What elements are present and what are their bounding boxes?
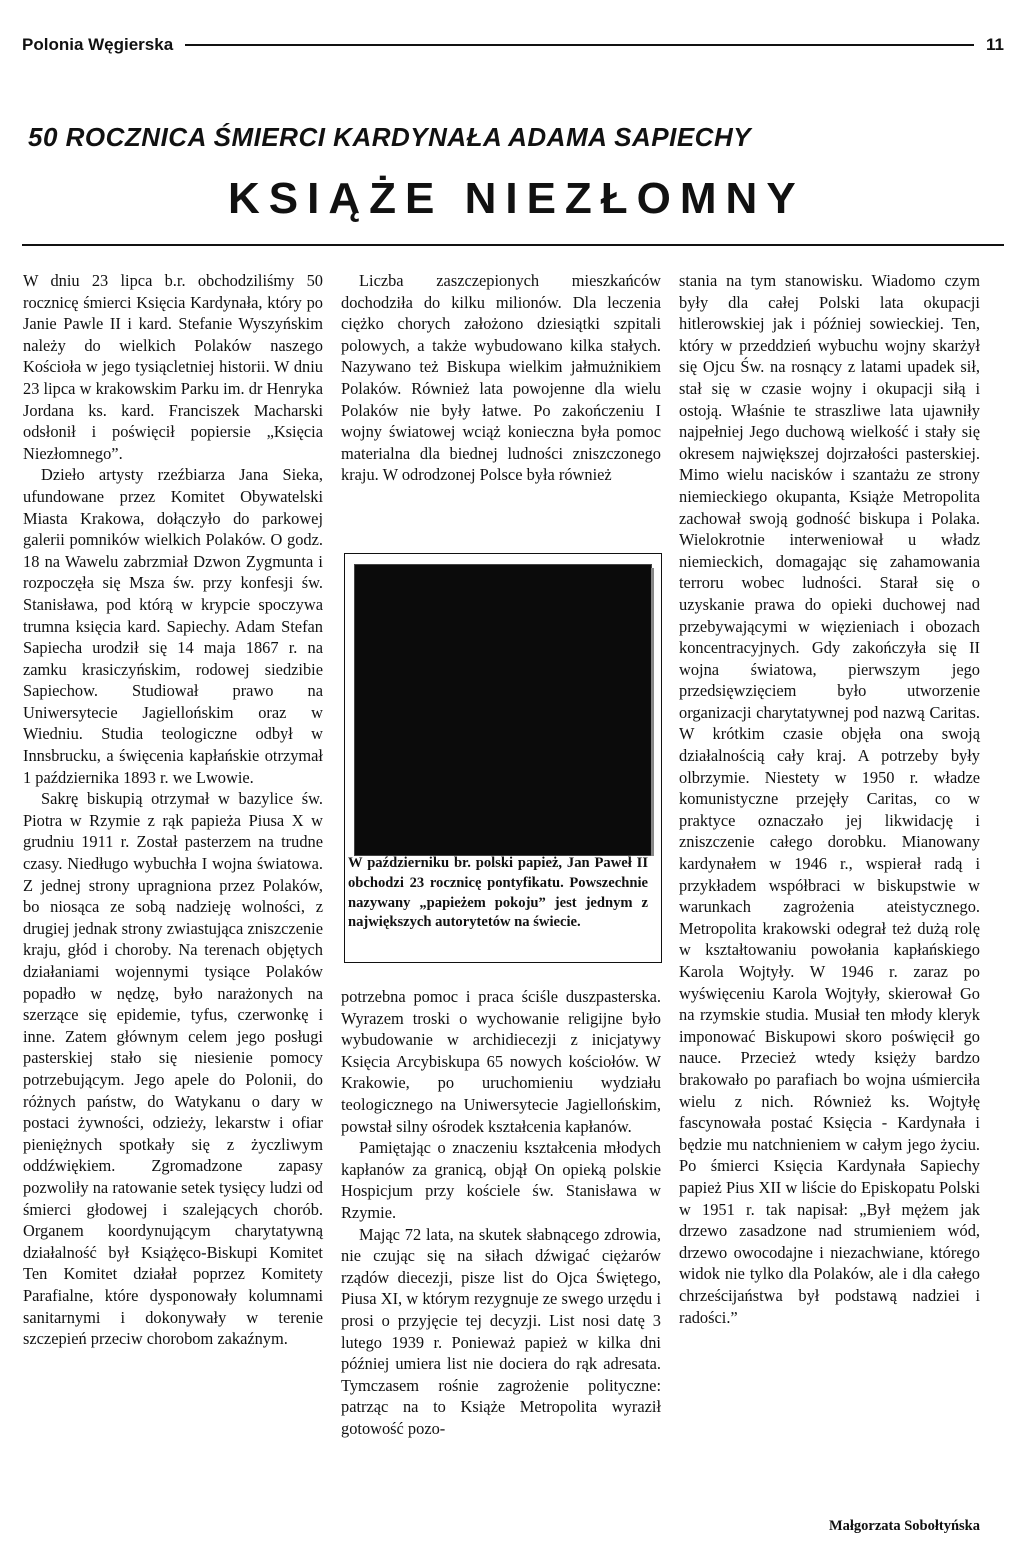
- header-rule: [185, 44, 974, 46]
- photo-shadow: [651, 568, 654, 856]
- column-2-top: [341, 270, 661, 486]
- title-rule: [22, 244, 1004, 246]
- column-2-bottom: [341, 986, 661, 1439]
- photo-caption: W październiku br. polski papież, Jan Paweł II obchodzi 23 rocznicę pontyfikatu. Powszechnie nazywany „papieżem pokoju” jest jednym z największych autorytetów na świecie.: [348, 855, 648, 931]
- page-number: 11: [986, 35, 1004, 54]
- column-1: [23, 270, 323, 1350]
- photo-figure: [344, 553, 662, 963]
- article-headline: KSIĄŻE NIEZŁOMNY: [228, 174, 805, 223]
- paragraph: W dniu 23 lipca b.r. obchodziliśmy 50 rocznicę śmierci Księcia Kardynała, który po Janie Pawle II i kard. Stefanie Wyszyńskim należy do wielkich Polaków naszego Kościoła w jego tysiącletniej historii. W dniu 23 lipca w krakowskim Parku im. dr Henryka Jordana ks. kard. Franciszek Macharski odsłonił i poświęcił popiersie „Księcia Niezłomnego”.: [23, 271, 323, 463]
- paragraph: Dzieło artysty rzeźbiarza Jana Sieka, ufundowane przez Komitet Obywatelski Miasta Krakowa, dołączyło do parkowej galerii pomników wielkich Polaków. O godz. 18 na Wawelu zabrzmiał Dzwon Zygmunta i rozpoczęła się Msza św. przy konfesji św. Stanisława, pod którą w krypcie spoczywa trumna księcia kard. Sapiechy. Adam Stefan Sapiecha urodził się 14 maja 1867 r. na zamku krasiczyńskim, rodowej siedzibie Sapiechow. Studiował prawo na Uniwersytecie Jagiellońskim oraz w Wiedniu. Studia teologiczne odbył w Innsbrucku, a święcenia kapłańskie otrzymał 1 października 1893 r. we Lwowie.: [23, 465, 323, 787]
- paragraph: Pamiętając o znaczeniu kształcenia młodych kapłanów za granicą, objął On opieką polskie Hospicjum przy kościele św. Stanisława w Rzymie.: [341, 1138, 661, 1222]
- running-head: [22, 32, 1004, 58]
- paragraph: stania na tym stanowisku. Wiadomo czym były dla całej Polski lata okupacji hitlerowskiej jak i później sowieckiej. Ten, który w przeddzień wybuchu wojny skarżył się Ojcu Św. na rosnący z latami upadek sił, stał się w czasie wojny i okupacji siłą i ostoją. Właśnie te straszliwe lata ujawniły najpełniej Jego duchową wielkość i stały się okresem największej dojrzałości pasterskiej. Mimo wielu nacisków i szantażu ze strony niemieckiego okupanta, Książe Metropolita zachował swoją godność biskupa i Polaka. Wielokrotnie interweniował u władz niemieckich, domagając się zahamowania terroru wobec ludności. Starał się o uzyskanie prawa do opieki duchowej nad przebywającymi w więzieniach i obozach koncentracyjnych. Gdy zakończyła się II wojna światowa, pierwszym jego przedsięwzięciem było utworzenie organizacji charytatywnej pod nazwą Caritas. W krótkim czasie objęła ona swoją działalnością cały kraj. A potrzeby były olbrzymie. Niestety w 1950 r. władze komunistyczne przejęły Caritas, co w praktyce oznaczało jej likwidację i zniszczenie całego dorobku. Mianowany kardynałem w 1946 r., wspierał radą i przykładem współbraci w biskupstwie w warunkach zagrożenia ateistycznego. Metropolita krakowski odegrał też dużą rolę w kształtowaniu powołania kapłańskiego Karola Wojtyły. W 1946 r. zaraz po wyświęceniu Karola Wojtyły, skierował Go na rzymskie studia. Musiał ten młody kleryk imponować Biskupowi skoro poświęcił go nauce. Przecież wtedy księży bardzo brakowało po parafiach bo wojna uśmierciła wielu z nich. Również ks. Wojtyłę fascynowała postać Księcia - Kardynała i będzie mu natchnieniem w całym jego życiu. Po śmierci Księcia Kardynała Sapiechy papież Pius XII w liście do Episkopatu Polski w 1951 r. tak napisał: „Był mężem jak drzewo zasadzone nad strumieniem wód, drzewo owocodajne i niezachwiane, którego widok nie tylko dla Polaków, ale i dla całego chrześcijaństwa był podstawą nadziei i radości.”: [679, 271, 980, 1327]
- paragraph: Mając 72 lata, na skutek słabnącego zdrowia, nie czując się na siłach dźwigać ciężarów rządów diecezji, pisze list do Ojca Świętego, Piusa XI, w którym rezygnuje ze swego urzędu i prosi o przyjęcie tej decyzji. List nosi datę 3 lutego 1939 r. Ponieważ papież w kilka dni później umiera list nie dociera do rąk adresata. Tymczasem rośnie zagrożenie polityczne: patrząc na to Książe Metropolita wyraził gotowość pozo-: [341, 1224, 661, 1438]
- column-3: [679, 270, 980, 1328]
- paragraph: Liczba zaszczepionych mieszkańców dochodziła do kilku milionów. Dla leczenia ciężko chorych założono dziesiątki szpitali polowych, a także wybudowano kilka stałych. Nazywano też Biskupa wielkim jałmużnikiem Polaków. Również lata powojenne dla wielu Polaków nie były łatwe. Po zakończeniu I wojny światowej wciąż konieczna była pomoc materialna dla biednej ludności zniszczonego kraju. W odrodzonej Polsce była również: [341, 271, 661, 485]
- paragraph: potrzebna pomoc i praca ściśle duszpasterska. Wyrazem troski o wychowanie religijne było wybudowanie w archidiecezji z inicjatywy Księcia Arcybiskupa 65 nowych kościołów. W Krakowie, po uruchomieniu wydziału teologicznego na Uniwersytecie Jagiellońskim, powstał silny ośrodek kształcenia kapłanów.: [341, 987, 661, 1136]
- author-signature: Małgorzata Sobołtyńska: [828, 1518, 980, 1534]
- publication-name: Polonia Węgierska: [22, 35, 174, 54]
- article-kicker: 50 ROCZNICA ŚMIERCI KARDYNAŁA ADAMA SAPIECHY: [28, 122, 752, 152]
- paragraph: Sakrę biskupią otrzymał w bazylice św. Piotra w Rzymie z rąk papieża Piusa X w grudniu 1911 r. Został pasterzem na trudne czasy. Niedługo wybuchła I wojna światowa. Z jednej strony upragniona przez Polaków, bo niosąca ze sobą nadzieję wolności, z drugiej jednak strony zwiastująca zniszczenie kraju, głód i choroby. Na terenach objętych działaniami wojennymi tysiące Polaków popadło w nędzę, było narażonych na szerzące się epidemie, tyfus, czerwonkę i inne. Zatem głównym celem jego posługi pasterskiej stało się niesienie pomocy potrzebującym. Jego apele do Polonii, do różnych państw, do Watykanu o dary w postaci żywności, odzieży, lekarstw i ofiar pieniężnych spotkały się z życzliwym oddźwiękiem. Zgromadzone zapasy pozwoliły na ratowanie setek tysięcy ludzi od śmierci głodowej i szalejących chorób. Organem koordynującym charytatywną działalność był Książęco-Biskupi Komitet Ten Komitet działał poprzez Komitety Parafialne, które dysponowały kolumnami sanitarnymi i dokonywały w terenie szczepień przeciw chorobom zakaźnym.: [23, 789, 323, 1349]
- photo-dark: [354, 564, 652, 856]
